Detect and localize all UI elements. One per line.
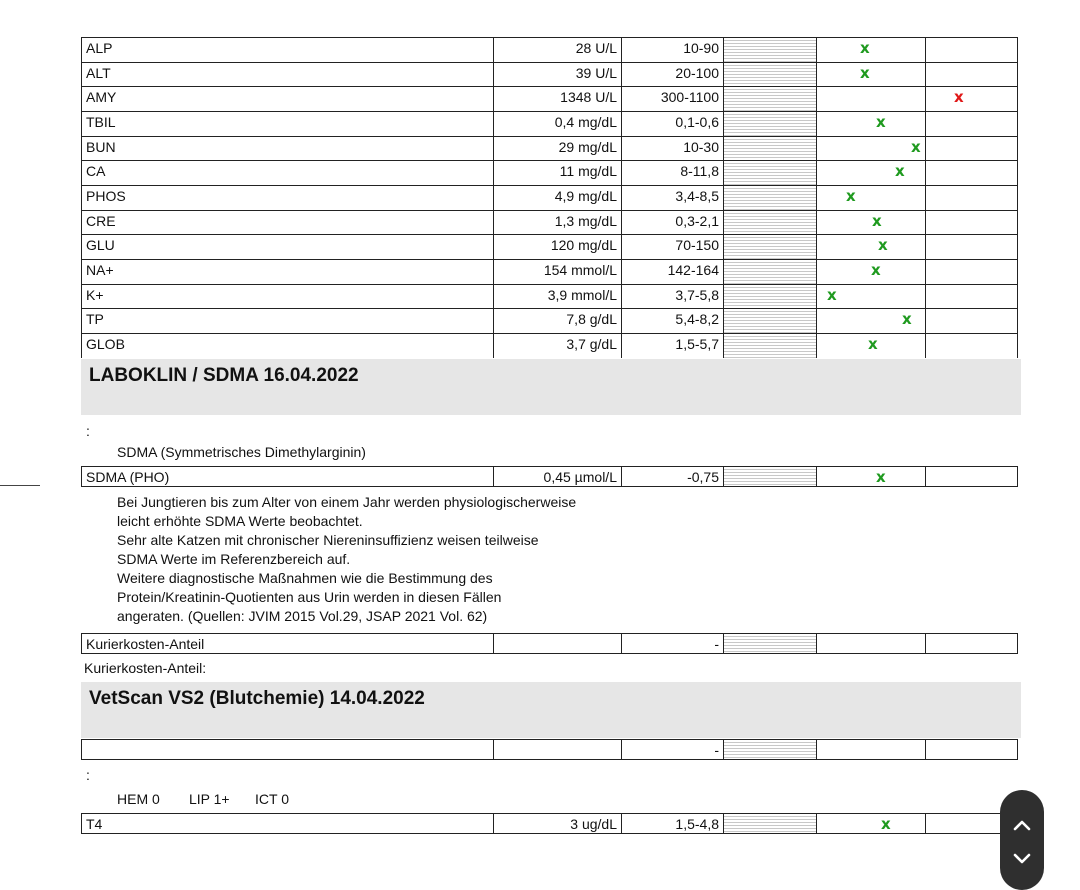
result-row-courier: [81, 633, 1018, 654]
normal-range-cell: [817, 814, 926, 833]
normal-range-cell: [817, 467, 926, 486]
high-range-cell: [926, 161, 1018, 185]
test-value: 11 mg/dL: [494, 161, 622, 185]
reference-range: -: [622, 740, 724, 759]
section-header-vetscan: [81, 682, 1021, 738]
low-range-cell: [724, 260, 817, 284]
result-row-empty: [81, 739, 1018, 760]
test-name: ALP: [82, 38, 494, 62]
result-row-ca: [81, 160, 1018, 185]
reference-range: 10-90: [622, 38, 724, 62]
normal-range-cell: [817, 161, 926, 185]
normal-range-cell: [817, 186, 926, 210]
high-range-cell: [926, 186, 1018, 210]
reference-range: 20-100: [622, 63, 724, 86]
test-subtitle: SDMA (Symmetrisches Dimethylarginin): [117, 444, 366, 460]
test-value: 29 mg/dL: [494, 137, 622, 160]
low-range-cell: [724, 814, 817, 833]
reference-range: 5,4-8,2: [622, 309, 724, 333]
normal-marker: x: [895, 162, 905, 180]
reference-range: 0,1-0,6: [622, 112, 724, 136]
low-range-cell: [724, 137, 817, 160]
low-range-cell: [724, 161, 817, 185]
reference-range: 1,5-4,8: [622, 814, 724, 833]
low-range-cell: [724, 334, 817, 358]
normal-marker: x: [871, 261, 881, 279]
high-range-cell: [926, 334, 1018, 358]
test-name: TP: [82, 309, 494, 333]
low-range-cell: [724, 309, 817, 333]
normal-marker: x: [860, 64, 870, 82]
reference-range: 3,7-5,8: [622, 285, 724, 308]
test-name: T4: [82, 814, 494, 833]
high-range-cell: [926, 137, 1018, 160]
test-value: 4,9 mg/dL: [494, 186, 622, 210]
high-range-cell: [926, 38, 1018, 62]
result-row-amy: [81, 86, 1018, 111]
reference-range: 70-150: [622, 235, 724, 259]
normal-range-cell: [817, 309, 926, 333]
result-row-glu: [81, 234, 1018, 259]
reference-range: 300-1100: [622, 87, 724, 111]
test-name: Kurierkosten-Anteil: [82, 634, 494, 653]
low-range-cell: [724, 467, 817, 486]
high-range-cell: [926, 112, 1018, 136]
test-value: 154 mmol/L: [494, 260, 622, 284]
normal-marker: x: [902, 310, 912, 328]
result-row-t4: [81, 813, 1018, 834]
result-row-sdma: [81, 466, 1018, 487]
normal-marker: x: [881, 815, 891, 833]
test-name: K+: [82, 285, 494, 308]
test-value: 7,8 g/dL: [494, 309, 622, 333]
test-name: SDMA (PHO): [82, 467, 494, 486]
normal-marker: x: [878, 236, 888, 254]
test-value: [494, 634, 622, 653]
test-value: [494, 740, 622, 759]
reference-range: 10-30: [622, 137, 724, 160]
test-name: ALT: [82, 63, 494, 86]
section-header-laboklin: [81, 359, 1021, 415]
low-range-cell: [724, 112, 817, 136]
high-range-cell: [926, 235, 1018, 259]
low-range-cell: [724, 38, 817, 62]
interpretation-note: [117, 493, 717, 626]
normal-marker: x: [876, 468, 886, 486]
note-line: SDMA Werte im Referenzbereich auf.: [117, 551, 351, 567]
test-value: 3 ug/dL: [494, 814, 622, 833]
normal-marker: x: [868, 335, 878, 353]
note-line: Protein/Kreatinin-Quotienten aus Urin werden in diesen Fällen: [117, 589, 502, 605]
normal-range-cell: [817, 211, 926, 234]
test-name: CRE: [82, 211, 494, 234]
test-name: AMY: [82, 87, 494, 111]
note-line: angeraten. (Quellen: JVIM 2015 Vol.29, JSAP 2021 Vol. 62): [117, 608, 488, 624]
result-row-cre: [81, 210, 1018, 234]
test-value: 3,7 g/dL: [494, 334, 622, 358]
courier-label: Kurierkosten-Anteil:: [84, 660, 207, 676]
test-name: [82, 740, 494, 759]
test-name: PHOS: [82, 186, 494, 210]
test-name: BUN: [82, 137, 494, 160]
normal-marker: x: [860, 39, 870, 57]
result-row-k-: [81, 284, 1018, 308]
reference-range: -: [622, 634, 724, 653]
low-range-cell: [724, 634, 817, 653]
normal-range-cell: [817, 112, 926, 136]
normal-range-cell: [817, 137, 926, 160]
lip-index: LIP 1+: [189, 791, 230, 807]
result-row-tbil: [81, 111, 1018, 136]
result-row-tp: [81, 308, 1018, 333]
result-row-alp: [81, 37, 1018, 62]
test-name: NA+: [82, 260, 494, 284]
out-of-range-marker: x: [954, 88, 964, 106]
test-value: 0,4 mg/dL: [494, 112, 622, 136]
test-name: CA: [82, 161, 494, 185]
colon-label: :: [86, 767, 90, 783]
low-range-cell: [724, 285, 817, 308]
normal-range-cell: [817, 285, 926, 308]
hem-index: HEM 0: [117, 791, 160, 807]
reference-range: 3,4-8,5: [622, 186, 724, 210]
result-row-glob: [81, 333, 1018, 358]
reference-range: -0,75: [622, 467, 724, 486]
note-line: leicht erhöhte SDMA Werte beobachtet.: [117, 513, 363, 529]
low-range-cell: [724, 211, 817, 234]
chevron-down-icon[interactable]: [1012, 852, 1032, 866]
high-range-cell: [926, 87, 1018, 111]
result-row-alt: [81, 62, 1018, 86]
normal-marker: x: [911, 138, 921, 156]
test-value: 0,45 µmol/L: [494, 467, 622, 486]
normal-range-cell: [817, 38, 926, 62]
high-range-cell: [926, 634, 1018, 653]
section-title: VetScan VS2 (Blutchemie) 14.04.2022: [89, 688, 425, 709]
section-title: LABOKLIN / SDMA 16.04.2022: [89, 365, 359, 386]
chevron-up-icon[interactable]: [1012, 818, 1032, 832]
reference-range: 8-11,8: [622, 161, 724, 185]
normal-marker: x: [846, 187, 856, 205]
low-range-cell: [724, 740, 817, 759]
high-range-cell: [926, 63, 1018, 86]
margin-line: [0, 485, 40, 486]
test-name: TBIL: [82, 112, 494, 136]
test-name: GLU: [82, 235, 494, 259]
normal-range-cell: [817, 260, 926, 284]
high-range-cell: [926, 285, 1018, 308]
test-value: 3,9 mmol/L: [494, 285, 622, 308]
result-row-na-: [81, 259, 1018, 284]
result-row-phos: [81, 185, 1018, 210]
ict-index: ICT 0: [255, 791, 289, 807]
test-name: GLOB: [82, 334, 494, 358]
normal-range-cell: [817, 63, 926, 86]
high-range-cell: [926, 260, 1018, 284]
normal-range-cell: [817, 334, 926, 358]
normal-range-cell: [817, 740, 926, 759]
test-value: 120 mg/dL: [494, 235, 622, 259]
note-line: Weitere diagnostische Maßnahmen wie die Bestimmung des: [117, 570, 493, 586]
normal-range-cell: [817, 634, 926, 653]
colon-label: :: [86, 423, 90, 439]
normal-marker: x: [876, 113, 886, 131]
note-line: Sehr alte Katzen mit chronischer Niereninsuffizienz weisen teilweise: [117, 532, 539, 548]
high-range-cell: [926, 309, 1018, 333]
low-range-cell: [724, 235, 817, 259]
result-row-bun: [81, 136, 1018, 160]
page-scroll-control[interactable]: [1000, 790, 1044, 890]
note-line: Bei Jungtieren bis zum Alter von einem Jahr werden physiologischerweise: [117, 494, 577, 510]
reference-range: 142-164: [622, 260, 724, 284]
high-range-cell: [926, 467, 1018, 486]
normal-range-cell: [817, 87, 926, 111]
test-value: 1348 U/L: [494, 87, 622, 111]
high-range-cell: [926, 740, 1018, 759]
normal-range-cell: [817, 235, 926, 259]
reference-range: 1,5-5,7: [622, 334, 724, 358]
low-range-cell: [724, 186, 817, 210]
normal-marker: x: [827, 286, 837, 304]
reference-range: 0,3-2,1: [622, 211, 724, 234]
normal-marker: x: [872, 212, 882, 230]
test-value: 28 U/L: [494, 38, 622, 62]
low-range-cell: [724, 63, 817, 86]
test-value: 1,3 mg/dL: [494, 211, 622, 234]
low-range-cell: [724, 87, 817, 111]
high-range-cell: [926, 211, 1018, 234]
test-value: 39 U/L: [494, 63, 622, 86]
